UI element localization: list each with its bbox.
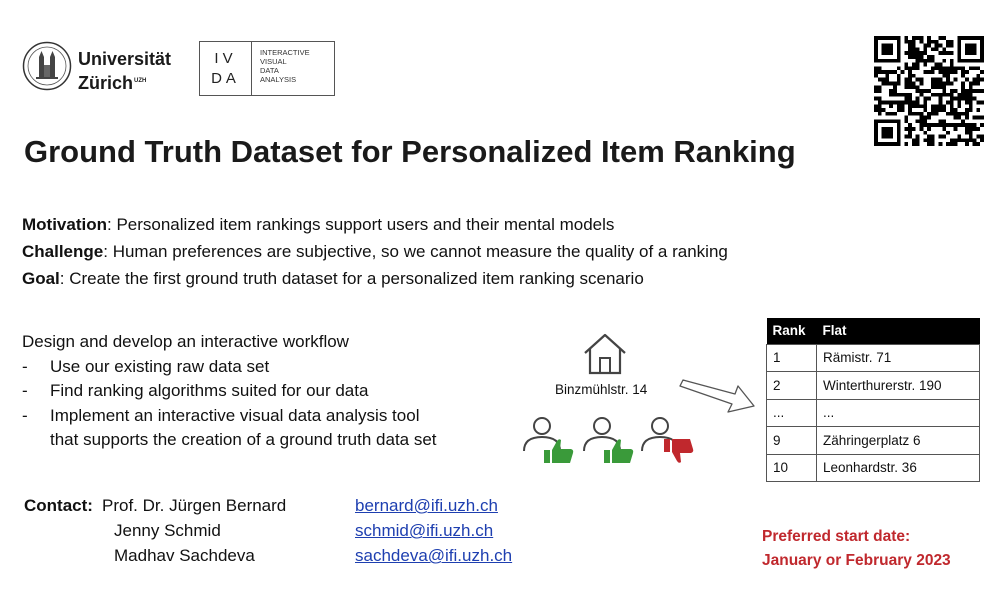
house-icon — [582, 332, 628, 381]
rank-cell: 1 — [767, 344, 817, 372]
goal-line: Goal: Create the first ground truth dataset for a personalized item ranking scenario — [22, 269, 644, 288]
uzh-line1: Universität — [78, 49, 172, 69]
email-link-bernard[interactable]: bernard@ifi.uzh.ch — [355, 496, 498, 515]
flat-cell: ... — [817, 399, 980, 427]
thumbs-up-icon — [544, 439, 573, 463]
rank-cell: 9 — [767, 427, 817, 455]
start-date-line1: Preferred start date: — [762, 528, 911, 545]
address-label: Binzmühlstr. 14 — [555, 382, 648, 397]
list-item: - Use our existing raw data set — [22, 356, 270, 376]
page-title: Ground Truth Dataset for Personalized Item Ranking — [24, 134, 796, 169]
list-item: that supports the creation of a ground truth data set — [50, 430, 437, 449]
flat-cell: Zähringerplatz 6 — [817, 427, 980, 455]
ivda-logo — [199, 41, 335, 96]
rank-cell: 2 — [767, 372, 817, 400]
uzh-wordmark — [78, 48, 171, 94]
motivation-line: Motivation: Personalized item rankings support users and their mental models — [22, 215, 615, 234]
contact-name: Prof. Dr. Jürgen Bernard — [102, 496, 287, 515]
user-feedback-icons — [520, 415, 710, 471]
ivda-caption: INTERACTIVE VISUAL DATA ANALYSIS — [260, 48, 310, 84]
rank-cell: ... — [767, 399, 817, 427]
list-item: - Implement an interactive visual data analysis tool — [22, 405, 420, 425]
uzh-line2: Zürich$^{UZH}$ — [78, 73, 147, 93]
user-group — [520, 415, 710, 476]
contact-name: Jenny Schmid — [114, 521, 221, 540]
table-row — [767, 454, 980, 482]
table-row — [767, 427, 980, 455]
flat-cell: Leonhardstr. 36 — [817, 454, 980, 482]
arrow-icon — [678, 378, 758, 419]
contact-name: Madhav Sachdeva — [114, 546, 255, 565]
list-item: - Find ranking algorithms suited for our data — [22, 381, 369, 400]
contact-section — [24, 493, 584, 573]
table-header-row — [767, 318, 980, 344]
workflow-heading: Design and develop an interactive workflow — [22, 332, 349, 351]
uzh-logo-icon — [22, 41, 72, 91]
table-row — [767, 344, 980, 372]
rank-cell: 10 — [767, 454, 817, 482]
challenge-line: Challenge: Human preferences are subjective, so we cannot measure the quality of a ranking — [22, 242, 728, 261]
email-link-schmid[interactable]: schmid@ifi.uzh.ch — [355, 521, 494, 540]
flat-cell: Winterthurerstr. 190 — [817, 372, 980, 400]
contact-label: Contact: — [24, 496, 93, 515]
thumbs-up-icon — [604, 439, 633, 463]
qr-code-icon — [874, 36, 984, 146]
table-row — [767, 372, 980, 400]
table-row — [767, 399, 980, 427]
column-header-rank: Rank — [767, 318, 817, 344]
email-link-sachdeva[interactable]: sachdeva@ifi.uzh.ch — [355, 546, 513, 565]
start-date-line2: January or February 2023 — [762, 552, 951, 569]
ranking-table — [766, 318, 980, 482]
flat-cell: Rämistr. 71 — [817, 344, 980, 372]
workflow-section — [22, 330, 437, 453]
start-date-note — [762, 525, 951, 573]
thumbs-down-icon — [664, 439, 693, 463]
column-header-flat: Flat — [817, 318, 980, 344]
ivda-letters: IV DA — [200, 42, 252, 95]
